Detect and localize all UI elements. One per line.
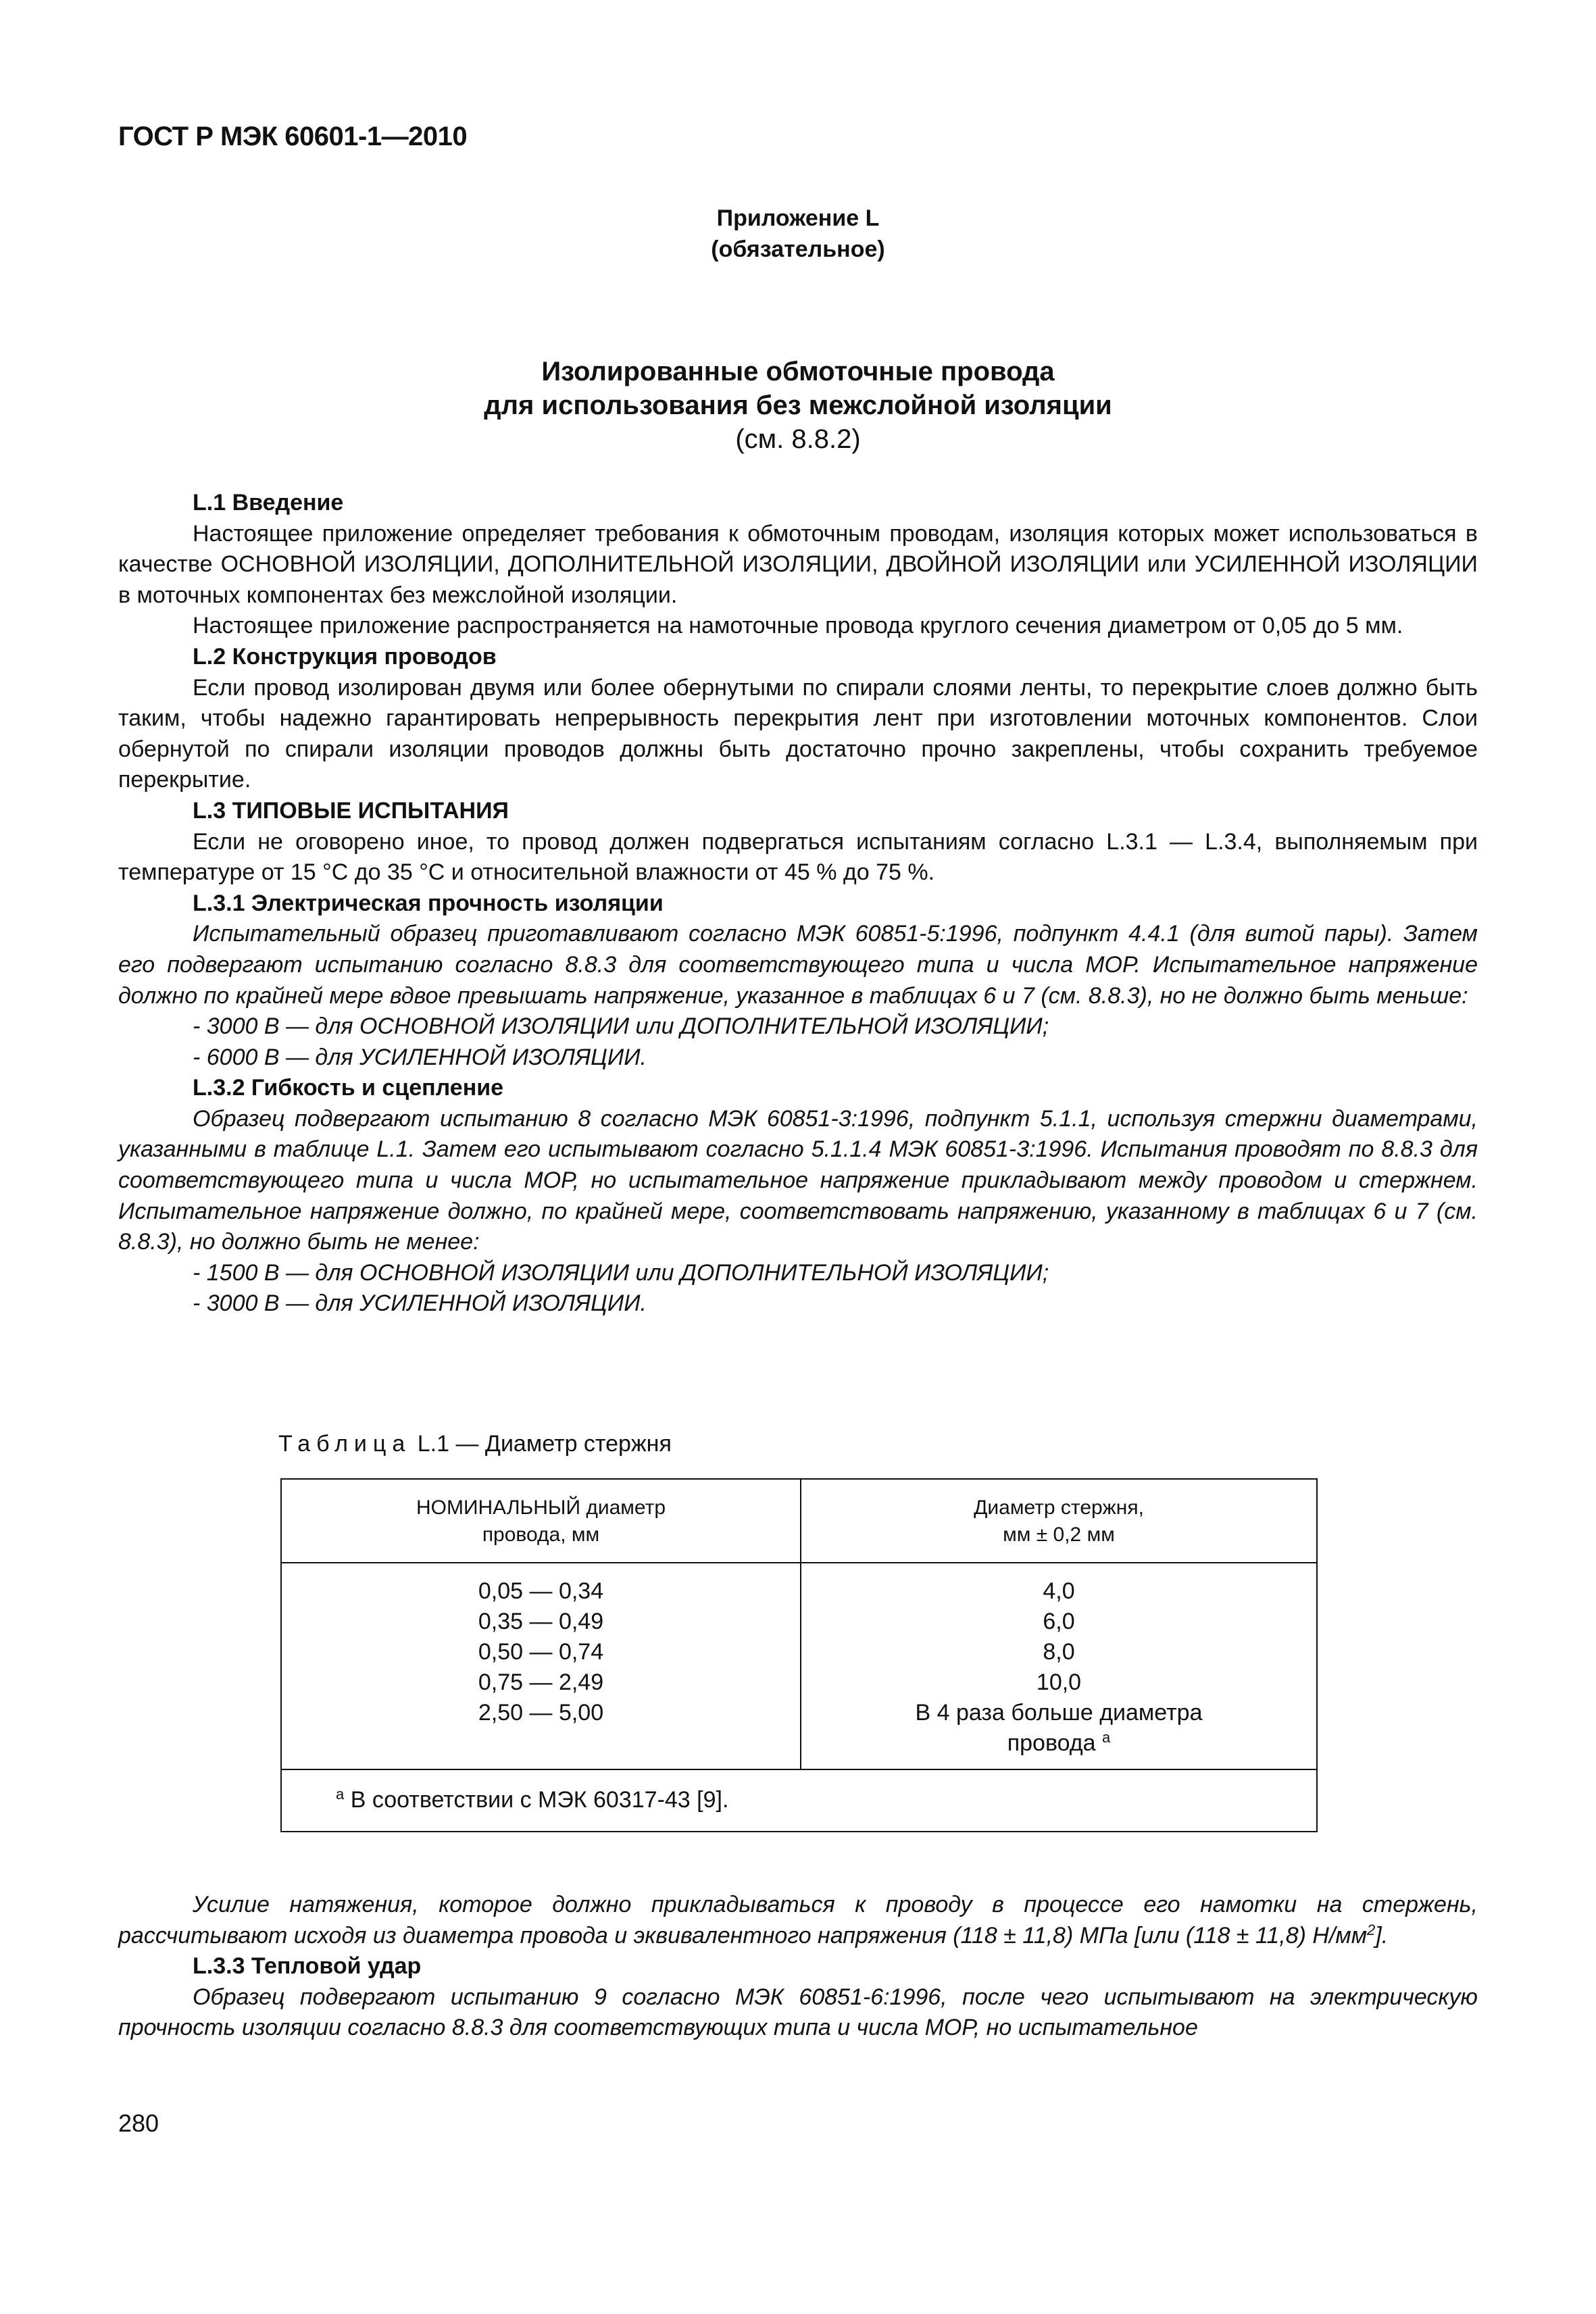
document-header: ГОСТ Р МЭК 60601-1—2010	[118, 122, 468, 151]
section-l1-paragraph-1: Настоящее приложение определяет требования к обмоточным проводам, изоляция которых может использоваться в качестве ОСНОВНОЙ ИЗОЛЯЦИИ, ДОПОЛНИТЕЛЬНОЙ ИЗОЛЯЦИИ, ДВОЙНОЙ ИЗОЛЯЦИИ или УСИЛЕННОЙ ИЗОЛЯЦИИ в моточных компонентах без межслойной изоляции.	[118, 520, 1478, 608]
mandrel-diameter-column	[801, 1576, 1316, 1759]
table-header-wire-diameter	[282, 1494, 800, 1549]
section-l33-paragraph: Образец подвергают испытанию 9 согласно МЭК 60851-6:1996, после чего испытывают на электрическую прочность изоляции согласно 8.8.3 для соответствующих типа и числа МОР, но испытательное	[118, 1984, 1478, 2041]
mandrel-diameter-table	[280, 1478, 1318, 1832]
tension-text-end: ].	[1375, 1922, 1389, 1948]
title-reference: (см. 8.8.2)	[735, 424, 861, 454]
section-l3-heading: L.3 ТИПОВЫЕ ИСПЫТАНИЯ	[193, 797, 509, 824]
table-caption-title: L.1 — Диаметр стержня	[411, 1431, 672, 1457]
cell-text: провода	[1007, 1730, 1096, 1756]
table-cell: 4,0	[1043, 1578, 1075, 1604]
header-text: НОМИНАЛЬНЫЙ диаметр	[416, 1496, 666, 1519]
section-l32-paragraph: Образец подвергают испытанию 8 согласно МЭК 60851-3:1996, подпункт 5.1.1, используя стержни диаметрами, указанными в таблице L.1. Затем его испытывают согласно 5.1.1.4 МЭК 60851-3:1996. Испытания проводят по 8.8.3 для соответствующего типа и числа МОР, но испытательное напряжение прикладывают между проводом и стержнем. Испытательное напряжение должно, по крайней мере, соответствовать напряжению, указанному в таблицах 6 и 7 (см. 8.8.3), но должно быть не менее:	[118, 1105, 1478, 1255]
table-caption	[278, 1431, 672, 1457]
table-cell: 0,75 — 2,49	[478, 1669, 604, 1695]
table-cell-continuation	[801, 1728, 1316, 1759]
section-l31-heading: L.3.1 Электрическая прочность изоляции	[193, 890, 664, 916]
wire-diameter-column	[282, 1576, 800, 1728]
page-number: 280	[118, 2109, 159, 2137]
section-l1-paragraph-2: Настоящее приложение распространяется на намоточные провода круглого сечения диаметром от 0,05 до 5 мм.	[193, 613, 1403, 639]
section-l31-list-item: - 3000 В — для ОСНОВНОЙ ИЗОЛЯЦИИ или ДОПОЛНИТЕЛЬНОЙ ИЗОЛЯЦИИ;	[193, 1013, 1049, 1040]
footnote-marker: a	[336, 1786, 345, 1803]
title-line-2: для использования без межслойной изоляции	[484, 391, 1112, 420]
title-line-1: Изолированные обмоточные провода	[541, 357, 1055, 386]
section-l3-paragraph: Если не оговорено иное, то провод должен подвергаться испытаниям согласно L.3.1 — L.3.4, выполняемым при температуре от 15 °C до 35 °C и относительной влажности от 45 % до 75 %.	[118, 828, 1478, 886]
section-l1-heading: L.1 Введение	[193, 490, 344, 515]
table-cell: 0,35 — 0,49	[478, 1609, 604, 1634]
table-caption-word: Таблица	[278, 1431, 412, 1457]
table-footnote	[336, 1787, 728, 1813]
footnote-text: В соответствии с МЭК 60317-43 [9].	[344, 1787, 729, 1813]
annex-subject-title	[0, 355, 1596, 456]
footnote-marker: a	[1102, 1729, 1111, 1746]
table-cell: 0,05 — 0,34	[478, 1578, 604, 1604]
section-l32-heading: L.3.2 Гибкость и сцепление	[193, 1075, 504, 1101]
section-l2-heading: L.2 Конструкция проводов	[193, 643, 497, 670]
table-cell: 8,0	[1043, 1639, 1075, 1665]
annex-body	[118, 488, 1478, 1319]
table-header-mandrel-diameter	[801, 1494, 1316, 1549]
tension-paragraph	[118, 1890, 1478, 1951]
annex-heading	[0, 203, 1596, 265]
tension-text: Усилие натяжения, которое должно прикладываться к проводу в процессе его намотки на стержень, рассчитывают исходя из диаметра провода и эквивалентного напряжения (118 ± 11,8) МПа [или (118 ± 11,8) Н/мм	[118, 1892, 1478, 1948]
table-cell: 2,50 — 5,00	[478, 1700, 604, 1726]
superscript: 2	[1367, 1921, 1376, 1938]
section-l32-list-item: - 1500 В — для ОСНОВНОЙ ИЗОЛЯЦИИ или ДОПОЛНИТЕЛЬНОЙ ИЗОЛЯЦИИ;	[193, 1259, 1049, 1286]
header-text: провода, мм	[482, 1524, 600, 1546]
section-l31-paragraph: Испытательный образец приготавливают согласно МЭК 60851-5:1996, подпункт 4.4.1 (для витой пары). Затем его подвергают испытанию согласно 8.8.3 для соответствующего типа и числа МОР. Испытательное напряжение должно по крайней мере вдвое превышать напряжение, указанное в таблицах 6 и 7 (см. 8.8.3), но не должно быть меньше:	[118, 921, 1478, 1009]
section-l31-list-item: - 6000 В — для УСИЛЕННОЙ ИЗОЛЯЦИИ.	[193, 1044, 647, 1070]
table-cell: 10,0	[1036, 1669, 1082, 1695]
annex-body-continued	[118, 1890, 1478, 2044]
table-footnote-divider	[282, 1769, 1316, 1770]
table-cell: 6,0	[1043, 1609, 1075, 1634]
section-l2-paragraph: Если провод изолирован двумя или более обернутыми по спирали слоями ленты, то перекрытие слоев должно быть таким, чтобы надежно гарантировать непрерывность перекрытия лент при изготовлении моточных компонентов. Слои обернутой по спирали изоляции проводов должны быть достаточно прочно закреплены, чтобы сохранить требуемое перекрытие.	[118, 674, 1478, 793]
annex-status: (обязательное)	[711, 236, 885, 262]
table-cell: 0,50 — 0,74	[478, 1639, 604, 1665]
header-text: Диаметр стержня,	[974, 1496, 1144, 1519]
section-l33-heading: L.3.3 Тепловой удар	[193, 1953, 422, 1980]
annex-title: Приложение L	[716, 205, 880, 231]
table-header-divider	[282, 1562, 1316, 1563]
table-cell: В 4 раза больше диаметра	[915, 1700, 1203, 1726]
section-l32-list-item: - 3000 В — для УСИЛЕННОЙ ИЗОЛЯЦИИ.	[193, 1290, 647, 1317]
header-text: мм ± 0,2 мм	[1003, 1524, 1115, 1546]
